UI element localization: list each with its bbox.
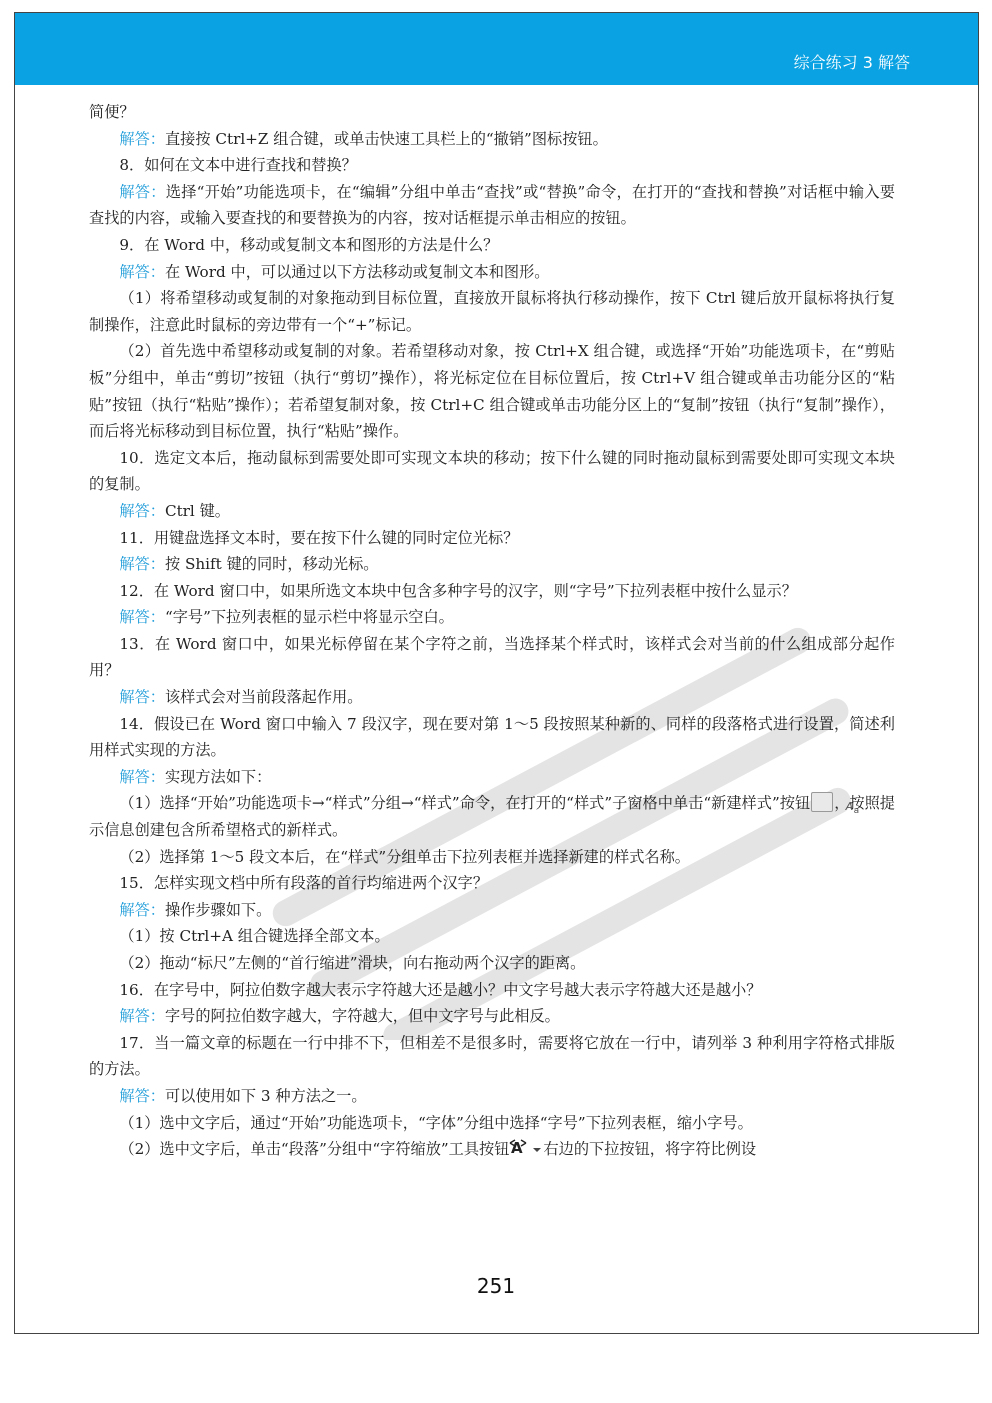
answer-label: 解答：: [119, 501, 165, 520]
answer-label: 解答：: [119, 129, 165, 148]
answer-label: 解答：: [119, 262, 165, 281]
paragraph-text: 可以使用如下 3 种方法之一。: [164, 1086, 367, 1105]
paragraph-text: （1）将希望移动或复制的对象拖动到目标位置，直接放开鼠标将执行移动操作，按下 Ctrl 键后放开鼠标将执行复制操作，注意此时鼠标的旁边带有一个“+”标记。: [89, 289, 895, 334]
answer-label: 解答：: [119, 608, 165, 627]
paragraph: [89, 977, 895, 1004]
char-scale-icon: [509, 1139, 543, 1157]
paragraph-text: （1）选中文字后，通过“开始”功能选项卡，“字体”分组中选择“字号”下拉列表框，缩小字号。: [119, 1113, 753, 1132]
answer-paragraph: [89, 1003, 895, 1030]
paragraph-text: 在 Word 中，可以通过以下方法移动或复制文本和图形。: [164, 262, 550, 281]
answer-paragraph: [89, 604, 895, 631]
header-band: [15, 13, 978, 85]
paragraph: [89, 950, 895, 977]
paragraph-text: “字号”下拉列表框的显示栏中将显示空白。: [164, 608, 454, 627]
paragraph: [89, 631, 895, 684]
answer-label: 解答：: [119, 767, 165, 786]
paragraph-text: 直接按 Ctrl+Z 组合键，或单击快速工具栏上的“撤销”图标按钮。: [164, 129, 608, 148]
paragraph: [89, 1136, 895, 1163]
answer-paragraph: [89, 764, 895, 791]
answer-paragraph: [89, 179, 895, 232]
paragraph: [89, 285, 895, 338]
svg-text:A: A: [511, 1139, 524, 1158]
paragraph-text: （1）按 Ctrl+A 组合键选择全部文本。: [119, 927, 390, 946]
paragraph-text: 13．在 Word 窗口中，如果光标停留在某个字符之前，当选择某个样式时，该样式会对当前的什么组成部分起作用？: [89, 634, 895, 680]
page-number: 251: [476, 1274, 516, 1298]
paragraph-text: 实现方法如下：: [164, 767, 272, 786]
paragraph: [89, 1030, 895, 1083]
answer-label: 解答：: [119, 900, 165, 919]
paragraph: [89, 525, 895, 552]
paragraph-text: 15．怎样实现文档中所有段落的首行均缩进两个汉字？: [119, 874, 489, 893]
answer-label: 解答：: [119, 182, 166, 201]
paragraph-text: Ctrl 键。: [164, 501, 230, 520]
paragraph: [89, 445, 895, 498]
answer-label: 解答：: [119, 1007, 165, 1026]
paragraph-text: 操作步骤如下。: [164, 900, 272, 919]
paragraph-text: 14．假设已在 Word 窗口中输入 7 段汉字，现在要对第 1～5 段按照某种新的、同样的段落格式进行设置，简述利用样式实现的方法。: [89, 714, 895, 760]
paragraph: [89, 1110, 895, 1137]
paragraph: [89, 923, 895, 950]
answer-paragraph: [89, 684, 895, 711]
new-style-icon: [811, 792, 833, 812]
answer-paragraph: [89, 126, 895, 153]
paragraph: [89, 232, 895, 259]
paragraph: [89, 338, 895, 444]
paragraph: [89, 152, 895, 179]
header-title: 综合练习 3 解答: [793, 53, 910, 72]
paragraph-text: 10．选定文本后，拖动鼠标到需要处即可实现文本块的移动；按下什么键的同时拖动鼠标到需要处即可实现文本块的复制。: [89, 448, 895, 494]
paragraph-text: 选择“开始”功能选项卡，在“编辑”分组中单击“查找”或“替换”命令，在打开的“查找和替换”对话框中输入要查找的内容，或输入要查找的和要替换为的内容，按对话框提示单击相应的按钮。: [89, 182, 895, 228]
paragraph: [89, 99, 895, 126]
paragraph-text-tail: 右边的下拉按钮，将字符比例设: [543, 1140, 757, 1159]
paragraph: [89, 844, 895, 871]
document-body: [89, 99, 895, 1163]
paragraph-text: 简便？: [89, 103, 135, 121]
paragraph-text: 该样式会对当前段落起作用。: [164, 688, 363, 707]
paragraph: [89, 870, 895, 897]
answer-paragraph: [89, 1083, 895, 1110]
paragraph: [89, 578, 895, 605]
paragraph-text: （2）首先选中希望移动或复制的对象。若希望移动对象，按 Ctrl+X 组合键，或选择“开始”功能选项卡，在“剪贴板”分组中，单击“剪切”按钮（执行“剪切”操作），将光标定位在目标位置后，按 Ctrl+V 组合键或单击功能分区的“粘贴”按钮（执行“粘贴”操作）；若希望复制对象，按 Ctrl+C 组合键或单击功能分区上的“复制”按钮（执行“复制”操作），而后将光标移动到目标位置，执行“粘贴”操作。: [89, 342, 895, 441]
paragraph-text: 按 Shift 键的同时，移动光标。: [164, 555, 379, 574]
paragraph-text: 字号的阿拉伯数字越大，字符越大，但中文字号与此相反。: [164, 1007, 560, 1026]
paragraph-text: （1）选择“开始”功能选项卡→“样式”分组→“样式”命令，在打开的“样式”子窗格中单击“新建样式”按钮: [119, 794, 811, 813]
paragraph-text: （2）选中文字后，单击“段落”分组中“字符缩放”工具按钮: [119, 1140, 510, 1159]
paragraph-text: 11．用键盘选择文本时，要在按下什么键的同时定位光标？: [119, 528, 519, 547]
paragraph-text: （2）拖动“标尺”左侧的“首行缩进”滑块，向右拖动两个汉字的距离。: [119, 954, 586, 972]
answer-label: 解答：: [119, 555, 165, 574]
paragraph: [89, 711, 895, 764]
answer-label: 解答：: [119, 1086, 165, 1105]
answer-paragraph: [89, 551, 895, 578]
paragraph-text: 12．在 Word 窗口中，如果所选文本块中包含多种字号的汉字，则“字号”下拉列表框中按什么显示？: [119, 581, 797, 600]
answer-paragraph: [89, 897, 895, 924]
paragraph-text: 9．在 Word 中，移动或复制文本和图形的方法是什么？: [119, 235, 499, 254]
paragraph-text-tail: ，按照提示信息创建包含所希望格式的新样式。: [89, 794, 895, 840]
paragraph-text: 16．在字号中，阿拉伯数字越大表示字符越大还是越小？中文字号越大表示字符越大还是越小？: [119, 980, 762, 999]
answer-paragraph: [89, 498, 895, 525]
paragraph-text: （2）选择第 1～5 段文本后，在“样式”分组单击下拉列表框并选择新建的样式名称。: [119, 847, 690, 866]
paragraph: [89, 790, 895, 843]
paragraph-text: 17．当一篇文章的标题在一行中排不下，但相差不是很多时，需要将它放在一行中，请列举 3 种利用字符格式排版的方法。: [89, 1033, 895, 1079]
answer-label: 解答：: [119, 688, 165, 707]
paragraph-text: 8．如何在文本中进行查找和替换？: [119, 156, 357, 175]
answer-paragraph: [89, 259, 895, 286]
